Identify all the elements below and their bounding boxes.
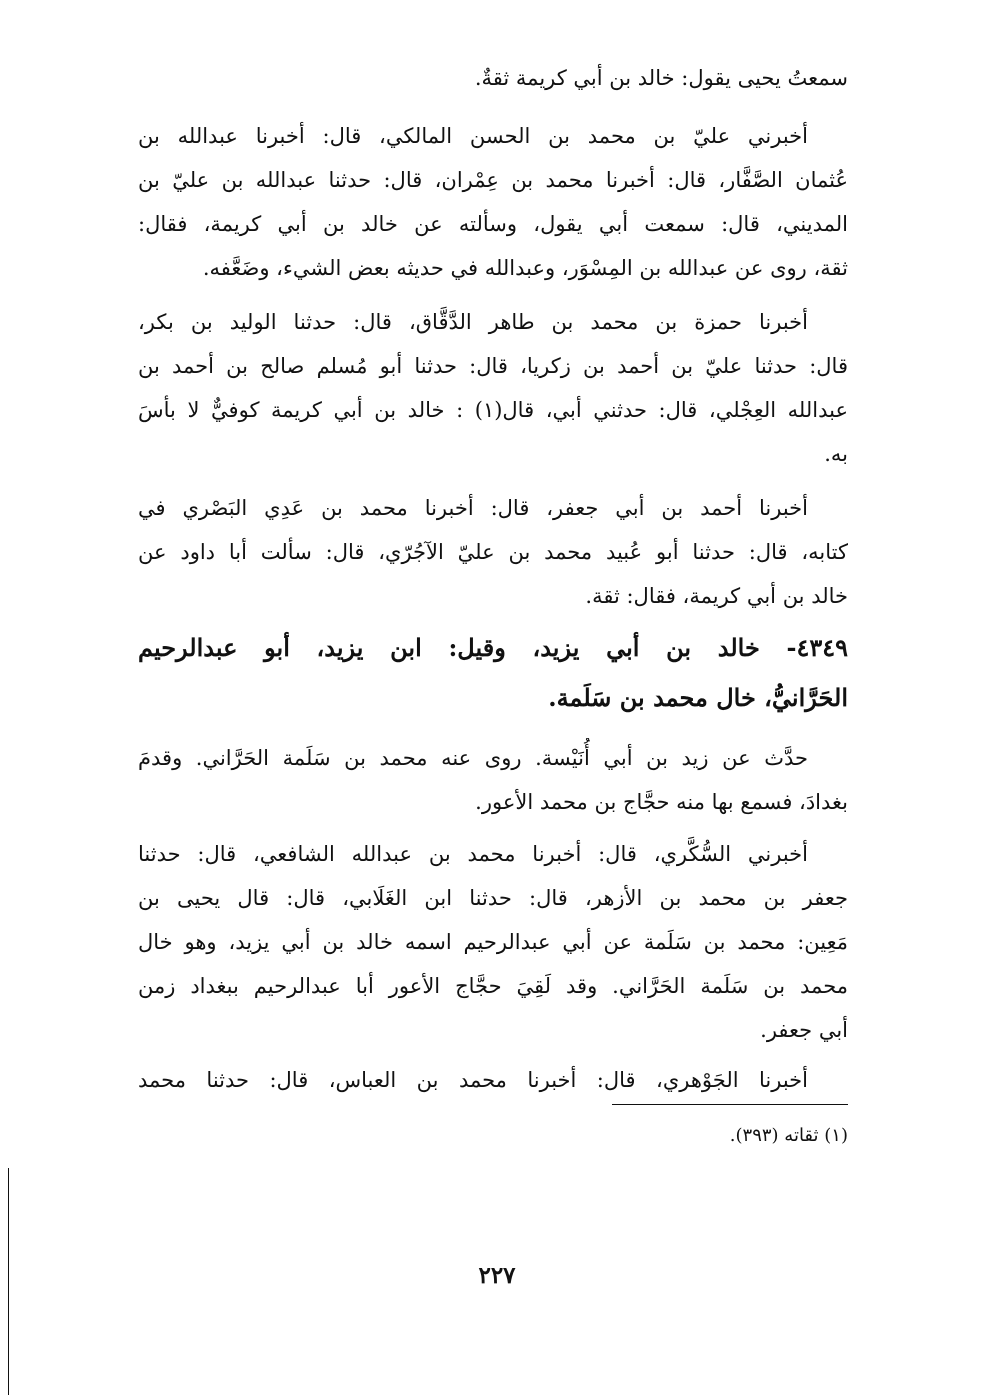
text-line: سمعتُ يحيى يقول: خالد بن أبي كريمة ثقةٌ. — [474, 66, 848, 90]
text-line: عبدالله العِجْلي، قال: حدثني أبي، قال(١) : خالد بن أبي كريمة كوفيٌّ لا بأسَ — [138, 398, 848, 422]
text-line: أخبرنا أحمد بن أبي جعفر، قال: أخبرنا محمد بن عَدِي البَصْري في — [138, 496, 808, 520]
text-line: مَعِين: محمد بن سَلَمة عن أبي عبدالرحيم اسمه خالد بن أبي يزيد، وهو خال — [138, 930, 848, 954]
text-line: أخبرنا الجَوْهري، قال: أخبرنا محمد بن العباس، قال: حدثنا محمد — [138, 1068, 808, 1092]
text-line: ثقة، روى عن عبدالله بن المِسْوَر، وعبدالله في حديثه بعض الشيء، وضَعَّفه. — [202, 256, 848, 280]
text-line: أخبرني السُّكَّري، قال: أخبرنا محمد بن عبدالله الشافعي، قال: حدثنا — [138, 842, 808, 866]
text-line: به. — [824, 442, 848, 466]
text-line: محمد بن سَلَمة الحَرَّاني. وقد لَقِيَ حجَّاج الأعور أبا عبدالرحيم ببغداد زمن — [138, 974, 848, 998]
text-line: عُثمان الصَّفَّار، قال: أخبرنا محمد بن عِمْران، قال: حدثنا عبدالله بن عليّ بن — [138, 168, 848, 192]
footnote: (١) ثقاته (٣٩٣). — [729, 1125, 848, 1146]
text-line: المديني، قال: سمعت أبي يقول، وسألته عن خالد بن أبي كريمة، فقال: — [138, 212, 848, 236]
text-line: خالد بن أبي كريمة، فقال: ثقة. — [585, 584, 848, 608]
scan-edge-line — [8, 1168, 9, 1395]
footnote-divider — [612, 1104, 848, 1105]
text-line: قال: حدثنا عليّ بن أحمد بن زكريا، قال: حدثنا أبو مُسلم صالح بن أحمد بن — [138, 354, 848, 378]
text-line: حدَّث عن زيد بن أبي أُنَيْسة. روى عنه محمد بن سَلَمة الحَرَّاني. وقدمَ — [138, 746, 808, 770]
text-line: بغدادَ، فسمع بها منه حجَّاج بن محمد الأعور. — [475, 790, 848, 814]
text-line: أبي جعفر. — [760, 1018, 848, 1042]
text-line: أخبرنا حمزة بن محمد بن طاهر الدَّقَّاق، قال: حدثنا الوليد بن بكر، — [138, 310, 808, 334]
page-number: ٢٢٧ — [478, 1262, 516, 1289]
entry-heading: الحَرَّانيُّ، خال محمد بن سَلَمة. — [548, 683, 848, 712]
entry-heading: ٤٣٤٩- خالد بن أبي يزيد، وقيل: ابن يزيد، أبو عبدالرحيم — [138, 633, 848, 662]
text-line: جعفر بن محمد بن الأزهر، قال: حدثنا ابن الغَلَابي، قال: قال يحيى بن — [138, 886, 848, 910]
text-line: كتابه، قال: حدثنا أبو عُبيد محمد بن عليّ الآجُرّي، قال: سألت أبا داود عن — [138, 540, 848, 564]
text-line: أخبرني عليّ بن محمد بن الحسن المالكي، قال: أخبرنا عبدالله بن — [138, 124, 808, 148]
